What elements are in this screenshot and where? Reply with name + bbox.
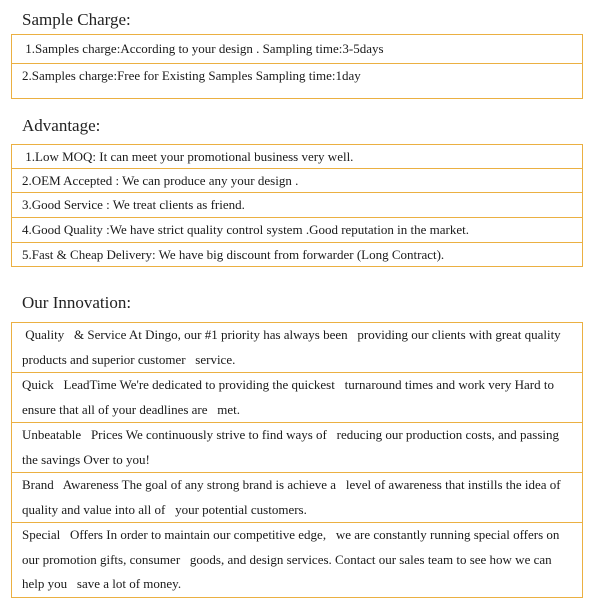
innovation-table bbox=[11, 322, 583, 598]
advantage-row-1: 1.Low MOQ: It can meet your promotional business very well. bbox=[12, 145, 583, 169]
table-row bbox=[12, 373, 583, 423]
table-row bbox=[12, 35, 583, 64]
sample-charge-row-2: 2.Samples charge:Free for Existing Samples Sampling time:1day bbox=[12, 64, 583, 99]
advantage-row-3: 3.Good Service : We treat clients as friend. bbox=[12, 193, 583, 218]
table-row bbox=[12, 145, 583, 169]
table-row bbox=[12, 523, 583, 598]
innovation-row-offers: Special Offers In order to maintain our competitive edge, we are constantly running special offers on our promotion gifts, consumer goods, and design services. Contact our sales team to see how we can help you save a lot of money. bbox=[12, 523, 583, 598]
innovation-row-prices: Unbeatable Prices We continuously strive to find ways of reducing our production costs, and passing the savings Over to you! bbox=[12, 423, 583, 473]
table-row bbox=[12, 243, 583, 267]
table-row bbox=[12, 473, 583, 523]
table-row bbox=[12, 218, 583, 243]
advantage-table bbox=[11, 144, 583, 267]
table-row bbox=[12, 64, 583, 99]
sample-charge-row-1: 1.Samples charge:According to your design . Sampling time:3-5days bbox=[12, 35, 583, 64]
table-row bbox=[12, 169, 583, 193]
sample-charge-heading: Sample Charge: bbox=[22, 10, 131, 29]
innovation-heading: Our Innovation: bbox=[22, 293, 132, 312]
innovation-row-leadtime: Quick LeadTime We're dedicated to providing the quickest turnaround times and work very Hard to ensure that all of your deadlines are met. bbox=[12, 373, 583, 423]
advantage-row-4: 4.Good Quality :We have strict quality control system .Good reputation in the market. bbox=[12, 218, 583, 243]
sample-charge-table bbox=[11, 34, 583, 99]
advantage-row-2: 2.OEM Accepted : We can produce any your design . bbox=[12, 169, 583, 193]
advantage-heading: Advantage: bbox=[22, 116, 101, 135]
innovation-row-quality: Quality & Service At Dingo, our #1 priority has always been providing our clients with great quality products and superior customer service. bbox=[12, 323, 583, 373]
innovation-row-brand: Brand Awareness The goal of any strong brand is achieve a level of awareness that instills the idea of quality and value into all of your potential customers. bbox=[12, 473, 583, 523]
table-row bbox=[12, 193, 583, 218]
table-row bbox=[12, 423, 583, 473]
table-row bbox=[12, 323, 583, 373]
advantage-row-5: 5.Fast & Cheap Delivery: We have big discount from forwarder (Long Contract). bbox=[12, 243, 583, 267]
